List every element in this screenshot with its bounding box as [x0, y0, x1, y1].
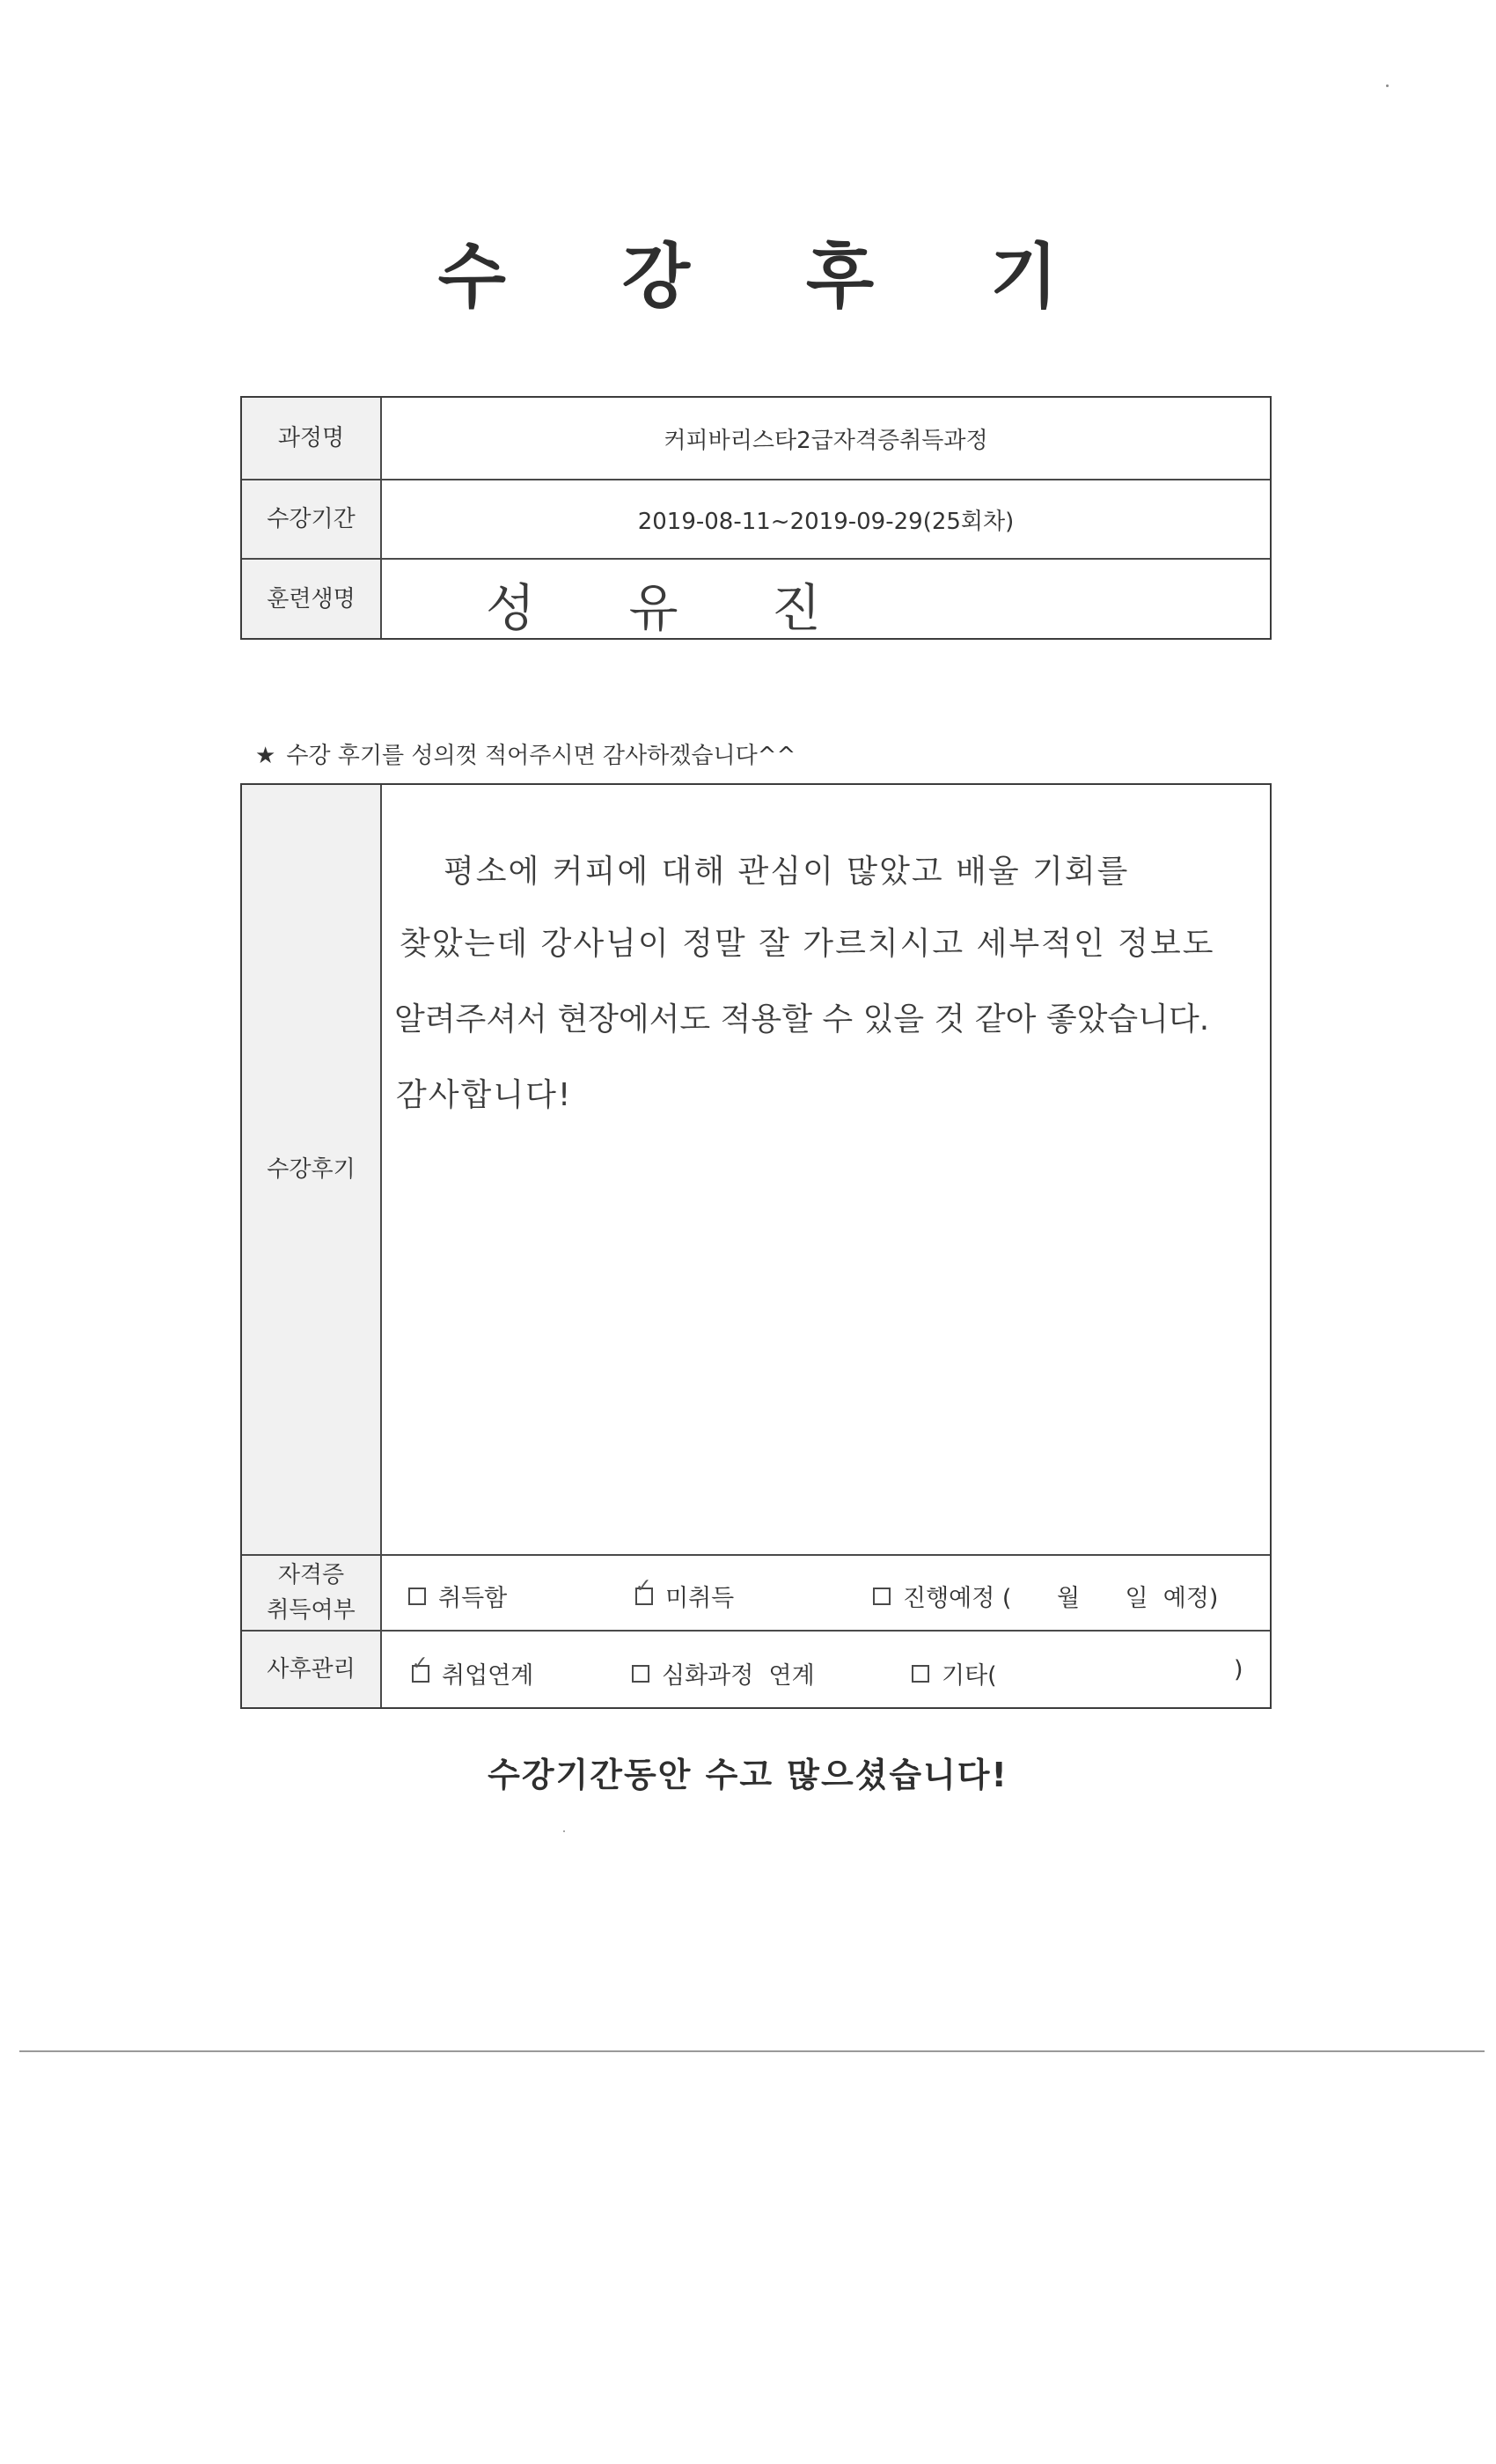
- review-row: [242, 785, 1270, 1554]
- check-mark-icon: ✓: [412, 1652, 429, 1675]
- option-label: 취득함: [438, 1585, 508, 1612]
- checkbox-icon[interactable]: [408, 1588, 426, 1605]
- review-line: 알려주셔서 현장에서도 적용할 수 있을 것 같아 좋았습니다.: [394, 1001, 1210, 1038]
- page-title: 수 강 후 기: [437, 236, 1104, 318]
- review-table: [240, 783, 1272, 1709]
- option-in-progress[interactable]: [873, 1579, 1218, 1613]
- option-advanced-course[interactable]: [632, 1656, 815, 1690]
- scan-speck: [563, 1830, 565, 1832]
- review-instruction-text: 수강 후기를 성의껏 적어주시면 감사하겠습니다^^: [286, 743, 796, 769]
- period-row: [242, 479, 1270, 558]
- course-row: [242, 398, 1270, 479]
- period-value: 2019-08-11~2019-09-29(25회차): [637, 508, 1015, 535]
- course-label: 과정명: [242, 398, 382, 479]
- option-label: 심화과정 연계: [662, 1662, 815, 1690]
- review-line: 감사합니다!: [396, 1077, 573, 1113]
- checkbox-icon[interactable]: [912, 1665, 929, 1683]
- scan-page-edge: [19, 2050, 1485, 2052]
- checkbox-icon[interactable]: [632, 1665, 649, 1683]
- certification-label: [242, 1556, 382, 1630]
- option-label: 기타(: [942, 1662, 997, 1690]
- scan-speck: [1386, 84, 1389, 87]
- certification-label-line1: 자격증: [277, 1562, 345, 1588]
- certification-row: [242, 1554, 1270, 1630]
- option-acquired[interactable]: [408, 1579, 507, 1613]
- aftercare-options: [382, 1632, 1270, 1707]
- checkbox-icon[interactable]: [873, 1588, 891, 1605]
- option-not-acquired[interactable]: [635, 1574, 735, 1613]
- aftercare-label: 사후관리: [242, 1632, 382, 1707]
- option-job-linkage[interactable]: [412, 1652, 534, 1690]
- review-line: 찾았는데 강사님이 정말 잘 가르치시고 세부적인 정보도: [400, 926, 1215, 962]
- course-value: 커피바리스타2급자격증취득과정: [664, 427, 988, 454]
- review-text-area: [382, 785, 1270, 1554]
- review-line: 평소에 커피에 대해 관심이 많았고 배울 기회를: [444, 854, 1130, 890]
- trainee-label: 훈련생명: [242, 560, 382, 638]
- option-other[interactable]: [912, 1656, 997, 1690]
- certification-options: [382, 1556, 1270, 1630]
- course-info-table: [240, 396, 1272, 640]
- star-icon: ★: [255, 743, 276, 769]
- trainee-name-handwritten: 성 유 진: [486, 578, 860, 638]
- review-label: 수강후기: [242, 785, 382, 1554]
- certification-label-line2: 취득여부: [267, 1597, 356, 1624]
- review-instruction: [255, 737, 796, 770]
- period-label: 수강기간: [242, 480, 382, 558]
- aftercare-row: [242, 1630, 1270, 1707]
- checkbox-icon[interactable]: [412, 1652, 429, 1683]
- trainee-row: [242, 558, 1270, 638]
- option-label: 진행예정 ( 월 일 예정): [903, 1585, 1219, 1612]
- option-label: 미취득: [665, 1585, 735, 1612]
- option-label: 취업연계: [442, 1662, 534, 1690]
- check-mark-icon: ✓: [635, 1574, 652, 1597]
- trainee-value-cell: [382, 560, 1270, 638]
- closing-message: 수강기간동안 수고 많으셨습니다!: [488, 1756, 1008, 1794]
- checkbox-icon[interactable]: [635, 1574, 653, 1605]
- other-close-paren: ): [1234, 1656, 1243, 1683]
